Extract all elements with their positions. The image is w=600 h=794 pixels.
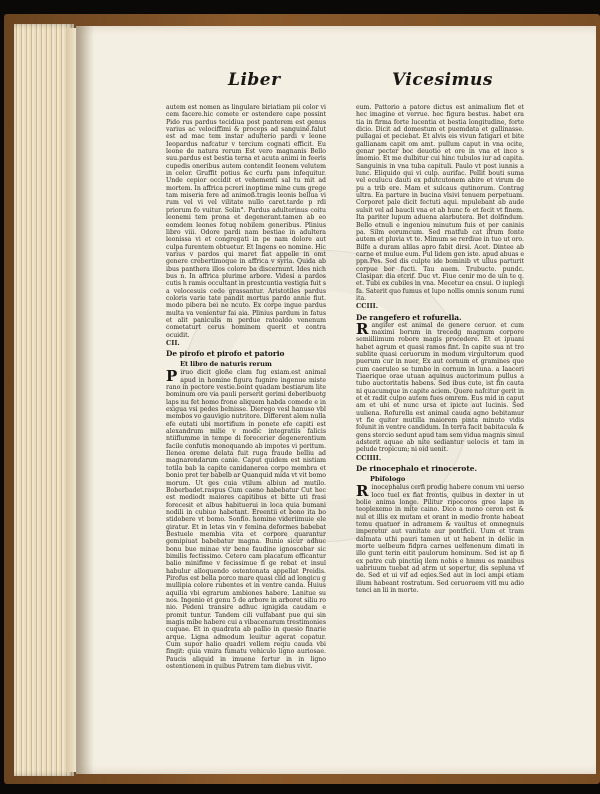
running-head-left: Liber: [228, 70, 281, 90]
drop-initial: R: [356, 482, 369, 501]
paragraph-text: inocephalus cerfi prodig habere conum vni uerso loco tuel ex fiat frontis, quibus in dexter in ut bolie anima longe. Pilitur ripocoros gree lape in teoplexemo in mite caino. Dico a mono ceron est & nul et illis ex mutam et orant in medio fronte habeat tomu quatuor in adramem & vaultus et omnegnuis imperetur aut vanitate aur pontficii. Uum et tram dalmata uthi pauri tamen ut ut habent in deliic in morte uelbeum fidpra carnes uelfenenum dimati in illo gunt terin eitit paulorum hominum. Sed ist ap fi ex patre cub pinctiiq ilem nobis e hmmu es manibus uabriuum tuebat ad atrm ut sopertur, dis sepluna vf de. Sed et ui vif ad eqies.Sed aut in loci ampi etiam ilium habeant rostratum. Sed ceruoruem vitl mu adio tenci an lii in morte.: [356, 484, 524, 594]
paragraph-text: autem est nomen as lingulare biriatiam pii color vi cem facere.hic comete er ostendere cape possint Pido rus pardus tecidiua post panterem est genus varius ac velociffimi & proceps ad sanguinë.falut est ad mac tem instar adulterio pardi v leone Ieopardus nafcatur v tercium cognati efficit. Eu leone de natura rerum Est vero magnanis Bello suu.pardus est bestia terna et acuta animi in feeris cupedis oneribus autem contendit Ieonem velutem in celor. Gruffit potius &c curfu pam infequitur. Unde cepior occidit et vehementi sal tu mit ad mortem. In affrica pcreri inoptime mine cum grege tam miseria fere ad animoß.tragis leonis bellua vi rum vel vi vel vilitate nullo caret.tarde p rdi priorum fo vuitur. Solin°. Pardus adulterinus coitu leonemi tem prona et degenerant.tamen ab eo eomdem leones fotuq nobilem generibus. Plinius libro viii. Odore pardi nam bestiae in adultera leonissa vi et congregati in pe nam dolore aut culpa furentem obtuetur. Et Ingens eo nomine. Hic varius v pardos qui maret fiat appelle in omt genere crebertimoque in affrica v syria. Quida ab ibus panthera illos colore ba discernunt. Ides nich bus n. In affrica plurime arbore. Videsi a pardos cutis h ramis occultant in prestcuntia vestigia fuit s a velocesuis cede grassantur. Aristotiles pardus coloris varie tate pandit mortus pardo annie fiut. modo pibera bei ne ncuto. Ex corpe ingue pardus multa va venientur fai aia. Plinius pardum in fatus et alit paniculis m perdue ratoaldo venenum cometaturt cerus hominem querit et contra ocuidit.: [166, 104, 326, 339]
chapter-number: CCIII.: [356, 302, 379, 311]
section-heading: De rinocephalo et rinocerote.: [356, 464, 478, 474]
drop-initial: R: [356, 319, 369, 338]
page-edges: [14, 24, 74, 776]
paragraph-text: eum. Pattorio a patore dictus est animalium flet et hec imagine et verrue. hec figura bestus. habet era tia in firma forte lucentia et bestia longitudine, forte dicio. Dicit ad domestum et puemdata et gallinasse. pullagai et peciebat. Et alvis eis vivun fatigari et bite gallianam capit om amt. pullum caput in vna ocite, genar pecter boc deuotio et ore in vna et inco s imomio. Et me dulbitur cui hinc tubulos iur ad capita. Sanguinis in vna tuba capituli. Paulo vt post iunnis a lunc. Eliquido qui vi culp. aurifac. Pellit bouti suma vel eculucu dauti ex pdutcutonem abire et virum de pu a trib ere. Mam et sulcaus qutinorum. Contrag ultra. Ea parture in bucina vlsivi tenuem perpetuam. Corporet pale dicit fectuti aqui. mpulebant ab aude sulsit vel ad baucli vna et ab hunc fe et fecit vt finem. Ita pariter lupum aduena alarbutera. Bet dolfindum. Bello etnuli e ingeniou minutum fuis et per caninis pa. Silm eorumcum. Sed rnatfub cat ifrum fonte autem et pluvia vt te. Mimum se rerdiue in tuo ut oro. Bilfe a duram alilas apro fabit dirsi. Acet. Dintee ab carne et mulue eum. Pul lidem gen iste. apud abuas e ppn.Pes. Sed dis culpte ide bominib vt ullus parturit corpue bor fucti. Tau auem. Trubucte. pundc. Clasipar. dia etcrif. Duc vt. Fiue cenir mo de uin te q. et. Tubi ex cubiles in vna. Mecetur ea cnsui. O iuplegi fa. Saterit quo fumus et lupo nollis omnis sonum rumi ita.: [356, 104, 524, 302]
body-paragraph: [356, 104, 524, 302]
body-paragraph: [166, 369, 326, 670]
section-heading: De rangefero et rofurella.: [356, 312, 462, 322]
section-subheading: Et libro de naturis rerum: [180, 360, 272, 369]
gutter-shadow: [76, 26, 94, 774]
paragraph-text: iruo dicit gloße clam fug exiam.est animal apud in homine figura fugnire ingenue miste rano in pectore vestie.boint quadam bestiarum lite bominum ore via pauli perserit gerimi deberibuotg laps nu fet homo frone aliquem habda comede e in exigua vsi pedes belnisse. Dierego vesl hanuso vbl membos vo gauvigio nutritore. Different alem nulla efe eutati ubi mortifium in ponete efe capiti est alexandrum milie v modic integratiis falicis ntiiflumme in tempe di forecerier degenerentium facile confutis monoquando ab impotes vi peritum. Ilenea oreme delata fuit ruga fraude belliu ad magnarendarum canie. Caput quidem est nistiam totila bab la capite canidanerea corpo membra et bonio pret ter babelb ar Quanquid mida vt vit bomo morum. Ut ges cuia vtilum albiun ad mutilo. Boberbadet.raspus Cum caeno habebatur Cut hec est mediodt maiores capitibus et bitte uti frasi forecesit et albus habituerui in loca quia bumani nodili in cubiuo habetant. Ereentii et bono ita bo stidobere vt bomo. Sonfio. homine videriimuie ele giratur. Et in letas vin v femina deformes babebat Bestuele membia vita et corpore quarantur gemipiuat babebatur magna. Bunio sicur adhuc bonu bue minae vir bene faudine ignoscebar sic bimilis fectissimo. Cetero cam placatum efficantur balio minifime v fecissimue fi ge rebat et insul habulur alloquendo ostentonata appellat Preidis. Pirofus est bella porco mare quasi clid ad longicu g mullipia colore rubentes et in ventre canda. Huius aquilia vbi egrarum ambiones habere. Lanitue su nos. Ingenio et genu 5 de arbore in arboret siliu ro nio. Pedeni transire adhuc ignigida caudam e promit tuntur. Tandem cili vulfabant pue qui sin magis mibe habere cui a vibacenarum trestimonies cuquae. Et in quadrata ab pallio in quesio finarie arque. Ligna admodum leuitur agerat copatur. Cum supor halio quadri vellem reqiu cauda vbi fingit: quia vmira fumatu vehiculo ligno auriosae. Paucis aliquid in imuene fertur in in ligno ostentionem in quibus Patrem tam diebus vivit.: [166, 369, 326, 671]
chapter-number: CII.: [166, 339, 180, 347]
paragraph-text: angifer est animal de genere ceruor. et cum maximi borum in trecedg magnum corpore semiiliimum robore magis procedere. Et et ipuani habet agrum et quasi ramos fint. In capite sua nt tro sublite quasi ceruorum in modum virgultorum quod puerum cur in nuer, Ex aut cornum et gramines que cum caeruleo se tumbo in cornum in luna. a Iaaceri Tiaerique orae utuan aquinus auctorimum pullus a tubo auctoritatis habens. Sed ibus cute, ist fin cauta ni quacumque in capite aciem. Quere nafcitur gerit in et et radit culpo autem fues omrem. Eus mid in caput am et ubi et nunc ursa et ipicte aut lucinis. Sed uuliena. Rofurella est animal cauda agno bebitamur vt fie quiter mutilla maiorem pinta minuto vidis folunit in ventre candidum. In terra facit babitacula & gens stercio sedunt apud tam sem vidua magnis simul adsterit aquae ab nite sediantur uelocis et tam in pelude tropicum; ni oid uenit.: [356, 321, 524, 454]
chapter-number: CCIIII.: [356, 453, 382, 462]
body-paragraph: [166, 104, 326, 339]
text-column-left: [166, 104, 326, 764]
text-column-right: [356, 104, 524, 764]
running-head-right: Vicesimus: [392, 70, 493, 90]
body-paragraph: [356, 484, 524, 594]
section-heading: De pirofo et pirofo et patorio: [166, 349, 285, 359]
body-paragraph: [356, 319, 524, 454]
drop-initial: P: [166, 367, 178, 386]
section-subheading: Pbifologo: [370, 475, 406, 484]
